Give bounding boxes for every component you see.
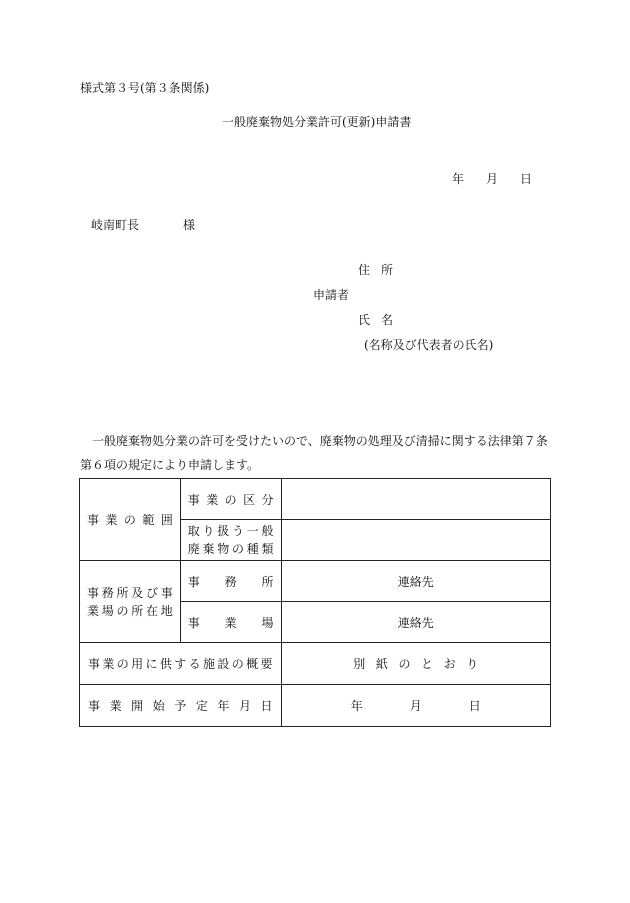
- category-label-cell: [180, 479, 281, 520]
- date-day: 日: [519, 172, 532, 186]
- document-title: 一般廃棄物処分業許可(更新)申請書: [222, 115, 412, 129]
- address-char: 住: [358, 263, 371, 277]
- table-row: [80, 479, 551, 520]
- addressee-suffix: 様: [183, 218, 196, 232]
- office-label: 事 務 所: [187, 574, 274, 589]
- location-label-line1: 事 務 所 及 び 事: [87, 585, 173, 600]
- date-line: [452, 173, 532, 185]
- table-row: [80, 685, 551, 727]
- site-value-cell[interactable]: [281, 602, 550, 643]
- waste-type-label-line1: 取 り 扱 う 一 般: [187, 524, 274, 538]
- waste-type-label-cell: [180, 520, 281, 561]
- application-table: [79, 478, 551, 727]
- start-date-value: 年 月 日: [350, 699, 481, 713]
- name-char: 名: [380, 313, 393, 327]
- facility-value-cell[interactable]: [281, 643, 550, 685]
- facility-label: 事 業 の 用 に 供 す る 施 設 の 概 要: [88, 657, 273, 671]
- site-contact-label: 連絡先: [397, 615, 434, 630]
- office-value-cell[interactable]: [281, 561, 550, 602]
- form-number: 様式第３号(第３条関係): [80, 81, 210, 95]
- facility-label-cell: [80, 643, 282, 685]
- table-row: [80, 643, 551, 685]
- office-label-cell: [180, 561, 281, 602]
- start-date-label: 事 業 開 始 予 定 年 月 日: [88, 699, 273, 713]
- applicant-address-label: [358, 264, 393, 276]
- category-label: 事 業 の 区 分: [187, 492, 274, 507]
- applicant-name-note: (名称及び代表者の氏名): [364, 338, 494, 352]
- scope-label-cell: [80, 479, 181, 561]
- office-contact-label: 連絡先: [397, 574, 434, 589]
- start-date-label-cell: [80, 685, 282, 727]
- applicant-name-label: [358, 314, 393, 326]
- date-month: 月: [485, 172, 498, 186]
- location-label-line2: 業 場 の 所 在 地: [87, 603, 173, 618]
- facility-value: 別 紙 の と お り: [353, 657, 479, 671]
- addressee-name: 岐南町長: [91, 218, 140, 232]
- name-char: 氏: [358, 313, 371, 327]
- scope-label: 事 業 の 範 囲: [87, 513, 173, 527]
- table-row: [80, 561, 551, 602]
- address-char: 所: [380, 263, 393, 277]
- waste-type-value-cell[interactable]: [281, 520, 550, 561]
- site-label-cell: [180, 602, 281, 643]
- applicant-label: 申請者: [313, 288, 350, 302]
- date-year: 年: [452, 172, 465, 186]
- category-value-cell[interactable]: [281, 479, 550, 520]
- waste-type-label-line2: 廃 棄 物 の 種 類: [187, 542, 274, 556]
- application-statement: 一般廃棄物処分業の許可を受けたいので、廃棄物の処理及び清掃に関する法律第７条第６項の規定により申請します。: [80, 434, 548, 472]
- location-label-cell: [80, 561, 181, 643]
- site-label: 事 業 場: [187, 615, 274, 630]
- start-date-value-cell[interactable]: [281, 685, 550, 727]
